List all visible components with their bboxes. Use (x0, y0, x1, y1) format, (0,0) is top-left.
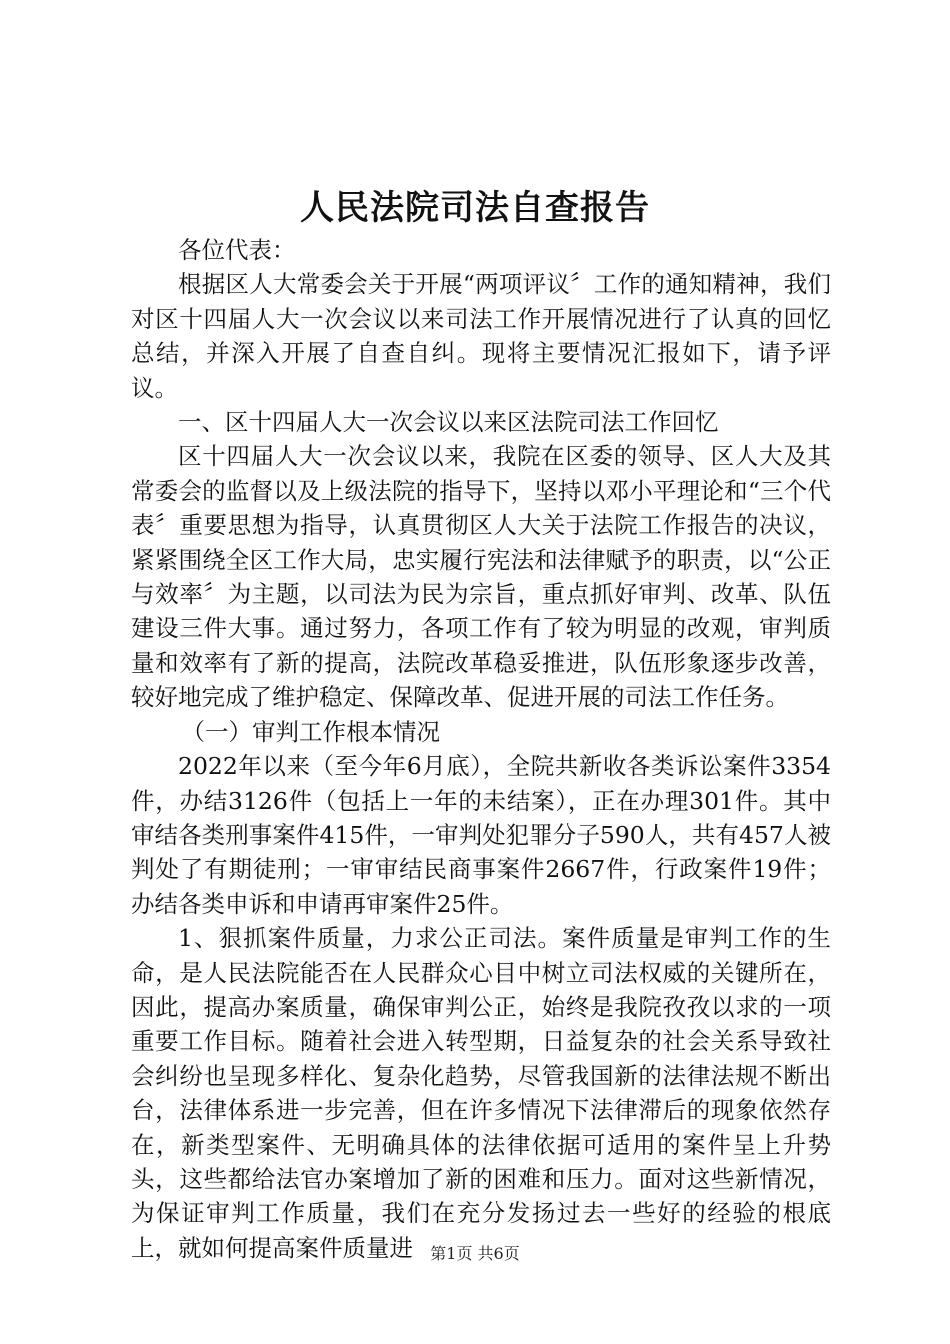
document-title: 人民法院司法自查报告 (300, 188, 650, 228)
page-number-footer: 第1页 共6页 (430, 1244, 520, 1263)
intro-paragraph: 根据区人大常委会关于开展“两项评议〞工作的通知精神，我们对区十四届人大一次会议以来司法工作开展情况进行了认真的回忆总结，并深入开展了自查自纠。现将主要情况汇报如下，请予评议。 (131, 270, 831, 402)
statistics-paragraph: 2022年以来（至今年6月底），全院共新收各类诉讼案件3354件，办结3126件（包括上一年的未结案），正在办理301件。其中审结各类刑事案件415件，一审判处犯罪分子590人，共有457人被判处了有期徒刑；一审审结民商事案件2667件，行政案件19件；办结各类申诉和申请再审案件25件。 (131, 752, 831, 918)
section-heading-1: 一、区十四届人大一次会议以来区法院司法工作回忆 (178, 408, 719, 437)
salutation: 各位代表： (178, 236, 296, 264)
quality-paragraph: 1、狠抓案件质量，力求公正司法。案件质量是审判工作的生命，是人民法院能否在人民群众心目中树立司法权威的关键所在，因此，提高办案质量，确保审判公正，始终是我院孜孜以求的一项重要工作目标。随着社会进入转型期，日益复杂的社会关系导致社会纠纷也呈现多样化、复杂化趋势，尽管我国新的法律法规不断出台，法律体系进一步完善，但在许多情况下法律滞后的现象依然存在，新类型案件、无明确具体的法律依据可适用的案件呈上升势头，这些都给法官办案增加了新的困难和压力。面对这些新情况，为保证审判工作质量，我们在充分发扬过去一些好的经验的根底上，就如何提高案件质量进 (131, 924, 831, 1262)
subsection-heading-1: （一）审判工作根本情况 (181, 717, 441, 746)
review-paragraph: 区十四届人大一次会议以来，我院在区委的领导、区人大及其常委会的监督以及上级法院的指导下，坚持以邓小平理论和“三个代表〞重要思想为指导，认真贯彻区人大关于法院工作报告的决议，紧紧围绕全区工作大局，忠实履行宪法和法律赋予的职责，以“公正与效率〞为主题，以司法为民为宗旨，重点抓好审判、改革、队伍建设三件大事。通过努力，各项工作有了较为明显的改观，审判质量和效率有了新的提高，法院改革稳妥推进，队伍形象逐步改善，较好地完成了维护稳定、保障改革、促进开展的司法工作任务。 (131, 442, 831, 712)
document-body (131, 233, 831, 1265)
